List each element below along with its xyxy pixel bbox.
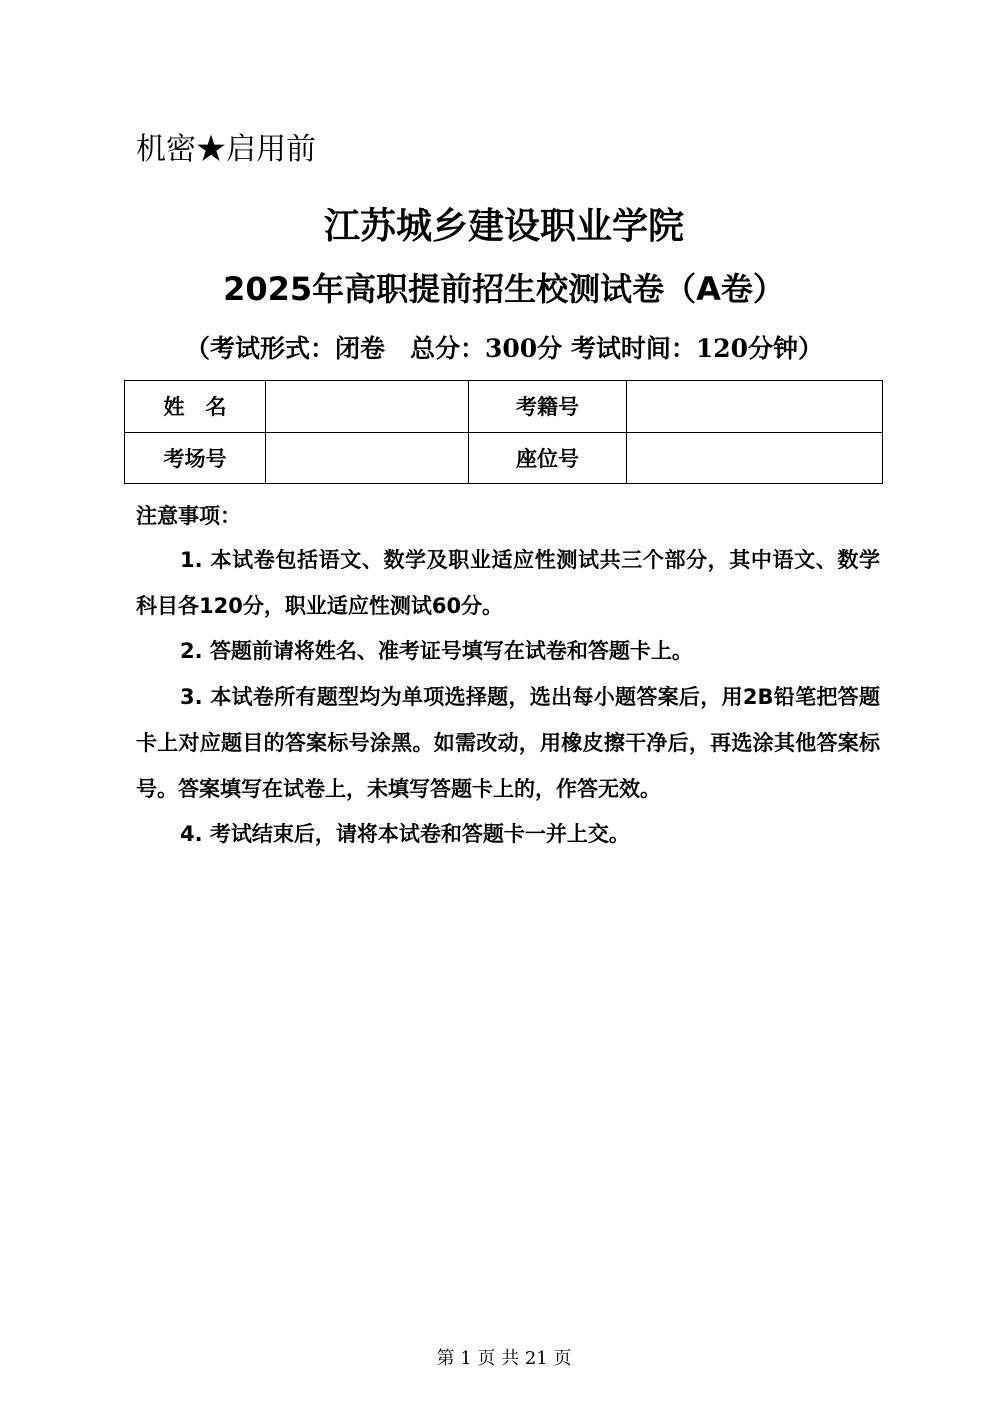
notes-list [136,538,880,858]
name-label: 姓 名 [125,381,266,433]
exam-number-label: 考籍号 [469,381,627,433]
note-item: 3. 本试卷所有题型均为单项选择题，选出每小题答案后，用2B铅笔把答题卡上对应题目的答案标号涂黑。如需改动，用橡皮擦干净后，再选涂其他答案标号。答案填写在试卷上，未填写答题卡上的，作答无效。 [136,685,880,801]
school-title: 江苏城乡建设职业学院 [323,206,684,247]
seat-number-field[interactable] [627,432,883,484]
exam-room-label: 考场号 [125,432,266,484]
note-item: 4. 考试结束后，请将本试卷和答题卡一并上交。 [180,822,630,847]
note-item: 1. 本试卷包括语文、数学及职业适应性测试共三个部分，其中语文、数学科目各120分，职业适应性测试60分。 [136,548,880,618]
confidential-mark: 机密★启用前 [136,132,316,167]
exam-room-field[interactable] [266,432,469,484]
page-indicator: 第 1 页 共 21 页 [436,1348,572,1369]
table-row [125,432,883,484]
table-row [125,381,883,433]
exam-number-field[interactable] [627,381,883,433]
name-field[interactable] [266,381,469,433]
notes-heading: 注意事项： [136,504,241,528]
exam-info: （考试形式：闭卷 总分：300分 考试时间：120分钟） [184,334,824,363]
exam-title: 2025年高职提前招生校测试卷（A卷） [223,270,785,308]
seat-number-label: 座位号 [469,432,627,484]
note-item: 2. 答题前请将姓名、准考证号填写在试卷和答题卡上。 [180,639,693,664]
candidate-info-table [124,380,883,484]
